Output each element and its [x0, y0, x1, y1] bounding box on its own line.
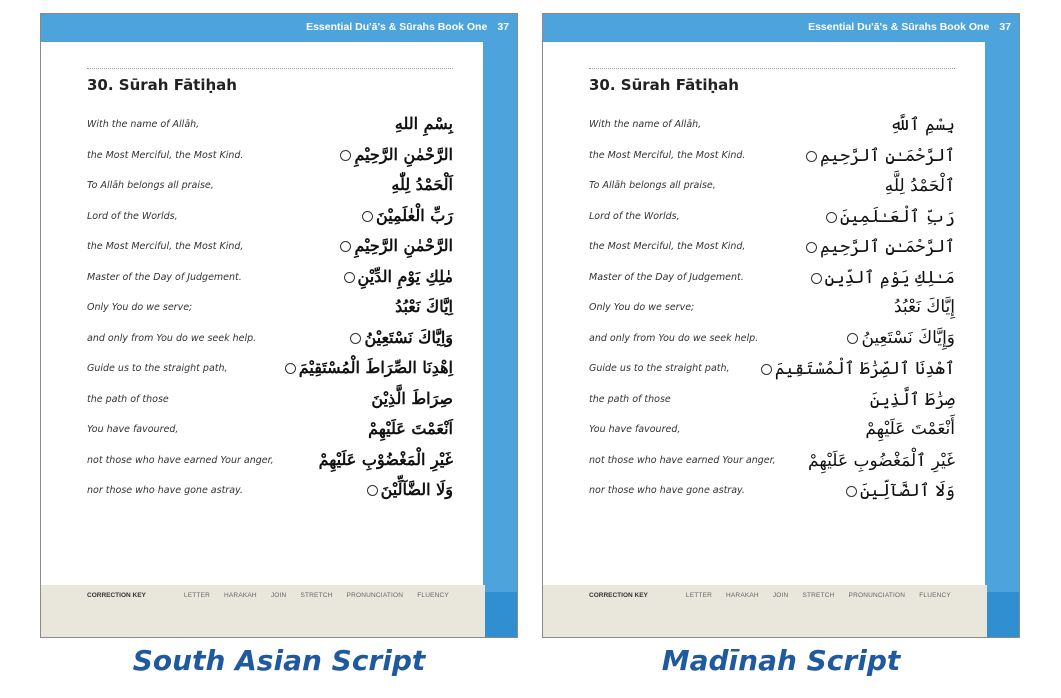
ayah-end-marker-icon	[340, 150, 351, 161]
correction-key-item: STRETCH	[802, 592, 835, 599]
verse-arabic	[263, 267, 453, 286]
verse-arabic-text: غَيْرِ ٱلْمَغْضُوبِ عَلَيْهِمْ	[808, 450, 955, 471]
verse-english: not those who have earned Your anger,	[589, 454, 776, 466]
verse-english: the Most Merciful, the Most Kind,	[87, 241, 244, 252]
running-header	[306, 21, 509, 33]
side-band-lower	[985, 592, 1019, 638]
correction-key-item: LETTER	[685, 592, 712, 599]
ayah-end-marker-icon	[367, 485, 378, 496]
correction-key-label: CORRECTION KEY	[589, 592, 648, 599]
verse-arabic-text: ٱلرَّحْمَـٰنِ ٱلرَّحِيمِ	[820, 145, 955, 166]
ayah-end-marker-icon	[811, 273, 822, 284]
dotted-divider	[87, 68, 453, 69]
ayah-end-marker-icon	[847, 333, 858, 344]
correction-key-item: HARAKAH	[224, 592, 257, 599]
verse-english: the path of those	[589, 393, 671, 405]
correction-key-item: STRETCH	[300, 592, 333, 599]
verse-english: Only You do we serve;	[589, 302, 695, 313]
verse-arabic-text: غَيْرِ الْمَغْضُوْبِ عَلَيْهِمْ	[318, 449, 453, 469]
verse-arabic	[263, 450, 453, 469]
verse-arabic	[765, 480, 955, 501]
running-header	[808, 21, 1011, 33]
verse-english: Only You do we serve;	[87, 302, 193, 313]
side-band	[985, 42, 1019, 592]
ayah-end-marker-icon	[285, 363, 296, 374]
verse-english: nor those who have gone astray.	[87, 485, 243, 496]
verse-arabic-text: بِسْمِ اللهِ	[394, 114, 453, 133]
caption-madinah: Madīnah Script	[661, 644, 901, 677]
verse-arabic-text: مَـٰلِكِ يَوْمِ ٱلدِّينِ	[824, 267, 955, 288]
verse-arabic	[765, 419, 955, 439]
dotted-divider	[589, 68, 955, 69]
verse-english: and only from You do we seek help.	[589, 332, 759, 344]
verse-english: You have favoured,	[87, 424, 179, 435]
correction-key	[87, 592, 467, 599]
verse-arabic-text: ٱهْدِنَا ٱلصِّرَٰطَ ٱلْمُسْتَقِيمَ	[774, 359, 955, 379]
ayah-end-marker-icon	[761, 364, 772, 375]
verse-english: Master of the Day of Judgement.	[87, 271, 242, 283]
verse-arabic	[765, 206, 955, 227]
verse-arabic-text: رَبِّ الْعٰلَمِيْنَ	[376, 205, 453, 225]
verse-arabic	[765, 267, 955, 288]
book-title: Essential Du'ā's & Sūrahs Book One	[306, 21, 488, 33]
verse-arabic	[765, 358, 955, 379]
verse-english: To Allāh belongs all praise,	[87, 180, 214, 191]
page-number: 37	[497, 21, 509, 33]
verse-arabic	[765, 145, 955, 166]
verse-arabic-text: اِيَّاكَ نَعْبُدُ	[395, 297, 453, 316]
verse-arabic-text: بِسْمِ ٱللَّهِ	[889, 115, 955, 135]
ayah-end-marker-icon	[340, 241, 351, 252]
verse-arabic-text: صِرَاطَ الَّذِيْنَ	[371, 388, 453, 408]
book-page-madinah	[542, 13, 1020, 638]
verse-arabic	[263, 236, 453, 255]
surah-title: 30. Sūrah Fātiḥah	[589, 76, 739, 94]
verse-arabic	[263, 358, 453, 377]
verse-english: Lord of the Worlds,	[87, 210, 178, 222]
verse-arabic	[263, 328, 453, 347]
verse-arabic-text: صِرَٰطَ ٱلَّذِينَ	[869, 389, 955, 410]
verse-english: nor those who have gone astray.	[589, 485, 745, 496]
verse-arabic-text: أَنْعَمْتَ عَلَيْهِمْ	[865, 419, 955, 439]
verse-arabic	[263, 480, 453, 499]
verse-arabic-text: اَنْعَمْتَ عَلَيْهِمْ	[368, 419, 453, 438]
verse-arabic	[263, 206, 453, 225]
verse-arabic-text: رَبِّ ٱلْعَـٰلَمِينَ	[840, 206, 955, 227]
verse-arabic	[263, 114, 453, 133]
verse-arabic-text: وَاِيَّاكَ نَسْتَعِيْنُ	[364, 327, 453, 347]
book-page-south-asian	[40, 13, 518, 638]
verse-arabic-text: إِيَّاكَ نَعْبُدُ	[893, 297, 955, 317]
ayah-end-marker-icon	[846, 486, 857, 497]
correction-key-item: LETTER	[183, 592, 210, 599]
verse-arabic	[263, 389, 453, 408]
verse-arabic	[765, 114, 955, 135]
correction-key-label: CORRECTION KEY	[87, 592, 146, 599]
ayah-end-marker-icon	[362, 211, 373, 222]
verse-english: Master of the Day of Judgement.	[589, 271, 744, 283]
verse-english: and only from You do we seek help.	[87, 332, 257, 344]
verse-arabic-text: الرَّحْمٰنِ الرَّحِيْمِ	[354, 236, 453, 255]
verse-arabic	[263, 145, 453, 164]
verse-arabic-text: اَلْحَمْدُ لِلّٰهِ	[391, 175, 453, 194]
correction-key-item: HARAKAH	[726, 592, 759, 599]
verse-arabic-text: ٱلْحَمْدُ لِلَّهِ	[884, 176, 955, 196]
verse-arabic	[765, 389, 955, 410]
verse-arabic	[263, 297, 453, 316]
verse-english: the Most Merciful, the Most Kind.	[87, 149, 244, 161]
verse-arabic	[765, 328, 955, 348]
ayah-end-marker-icon	[826, 212, 837, 223]
verse-english: With the name of Allāh,	[589, 119, 702, 130]
verse-english: Guide us to the straight path,	[589, 363, 730, 374]
verse-arabic-text: اِهْدِنَا الصِّرَاطَ الْمُسْتَقِيْمَ	[298, 358, 453, 377]
ayah-end-marker-icon	[806, 242, 817, 253]
verse-english: Guide us to the straight path,	[87, 363, 228, 374]
verse-arabic-text: مٰلِكِ يَوْمِ الدِّيْنِ	[357, 266, 453, 286]
ayah-end-marker-icon	[350, 333, 361, 344]
verse-english: the Most Merciful, the Most Kind,	[589, 241, 746, 252]
page-number: 37	[999, 21, 1011, 33]
verse-arabic-text: وَلَا الضَّآلِّيْنَ	[380, 480, 453, 499]
verse-arabic	[765, 175, 955, 196]
surah-title: 30. Sūrah Fātiḥah	[87, 76, 237, 94]
verse-english: Lord of the Worlds,	[589, 210, 680, 222]
ayah-end-marker-icon	[344, 272, 355, 283]
side-band	[483, 42, 517, 592]
verse-english: the Most Merciful, the Most Kind.	[589, 149, 746, 161]
verse-arabic-text: وَلَا ٱلضَّآلِّينَ	[859, 481, 955, 501]
verse-english: not those who have earned Your anger,	[87, 454, 274, 466]
verse-english: the path of those	[87, 393, 169, 405]
book-title: Essential Du'ā's & Sūrahs Book One	[808, 21, 990, 33]
ayah-end-marker-icon	[806, 151, 817, 162]
verse-arabic-text: وَإِيَّاكَ نَسْتَعِينُ	[861, 327, 955, 348]
verse-english: To Allāh belongs all praise,	[589, 180, 716, 191]
correction-key-item: FLUENCY	[417, 592, 449, 599]
verse-english: With the name of Allāh,	[87, 119, 200, 130]
correction-key-item: PRONUNCIATION	[346, 592, 404, 599]
verse-english: You have favoured,	[589, 424, 681, 435]
verse-arabic-text: ٱلرَّحْمَـٰنِ ٱلرَّحِيمِ	[820, 237, 955, 257]
caption-south-asian: South Asian Script	[132, 644, 426, 677]
side-band-lower	[483, 592, 517, 638]
correction-key-item: JOIN	[270, 592, 287, 599]
verse-arabic	[765, 236, 955, 257]
correction-key-item: JOIN	[772, 592, 789, 599]
verse-arabic	[765, 450, 955, 471]
verse-arabic-text: الرَّحْمٰنِ الرَّحِيْمِ	[354, 144, 453, 164]
correction-key	[589, 592, 969, 599]
verse-arabic	[263, 419, 453, 438]
verse-arabic	[263, 175, 453, 194]
correction-key-item: PRONUNCIATION	[848, 592, 906, 599]
correction-key-item: FLUENCY	[919, 592, 951, 599]
verse-arabic	[765, 297, 955, 317]
